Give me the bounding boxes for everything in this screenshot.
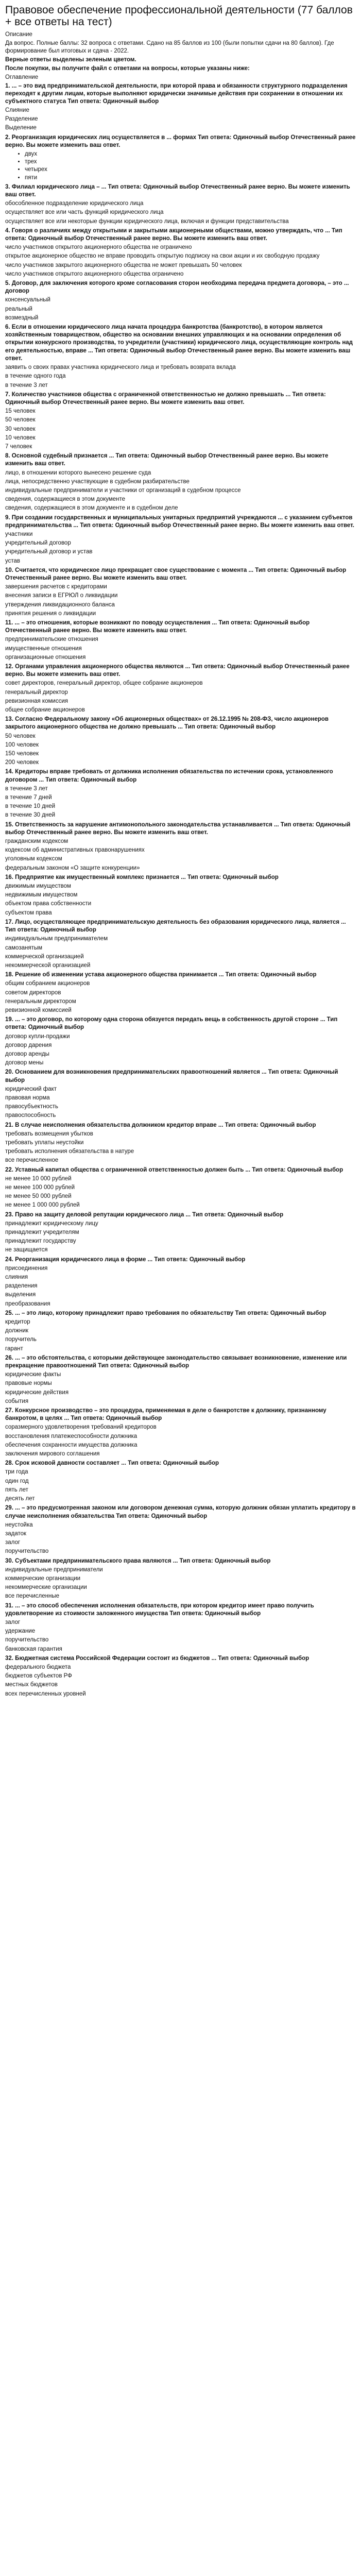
- answer-option: в течение 7 дней: [5, 794, 52, 801]
- question-text: 19. ... – это договор, по которому одна сторона обязуется передать вещь в собственность другой стороне ... Тип ответа: Одиночный выбор: [5, 1016, 338, 1031]
- answer-option: все перечисленное: [5, 1157, 59, 1164]
- question-block: [5, 391, 356, 451]
- answer-option: • пяти: [25, 174, 356, 182]
- answer-option: все перечисленные: [5, 1593, 59, 1600]
- answer-option: местных бюджетов: [5, 1682, 58, 1688]
- question-block: [5, 1655, 356, 1698]
- answer-option: Слияние: [5, 107, 29, 113]
- answer-option: общее собрание акционеров: [5, 707, 85, 714]
- question-text: 26. ... – это обстоятельства, с которыми действующее законодательство связывает возникновение, изменение или прекращение правоотношений Тип ответа: Одиночный выбор: [5, 1354, 347, 1369]
- question-text: 16. Предприятие как имущественный комплекс признается ... Тип ответа: Одиночный выбор: [5, 874, 279, 880]
- answer-option: Выделение: [5, 125, 37, 131]
- question-block: [5, 280, 356, 322]
- answer-option: пять лет: [5, 1486, 28, 1493]
- answer-option: юридические факты: [5, 1371, 61, 1378]
- answer-option: генеральным директором: [5, 998, 76, 1005]
- answer-option: ревизионной комиссией: [5, 1007, 72, 1013]
- answer-option: некоммерческой организацией: [5, 962, 91, 969]
- answer-option: не менее 1 000 000 рублей: [5, 1202, 80, 1209]
- answer-option: федерального бюджета: [5, 1664, 71, 1670]
- question-text: 22. Уставный капитал общества с ограниченной ответственностью должен быть ... Тип ответа: Одиночный выбор: [5, 1166, 343, 1173]
- question-text: 30. Субъектами предпринимательского права являются ... Тип ответа: Одиночный выбор: [5, 1557, 271, 1564]
- answer-option: осуществляет все или некоторые функции юридического лица, включая и функции представительства: [5, 218, 289, 225]
- answer-option: субъектом права: [5, 909, 52, 916]
- answer-option: всех перечисленных уровней: [5, 1690, 86, 1697]
- answer-option: правовые нормы: [5, 1380, 52, 1387]
- answer-option: ревизионная комиссия: [5, 698, 68, 704]
- question-text: 24. Реорганизация юридического лица в форме ... Тип ответа: Одиночный выбор: [5, 1256, 246, 1263]
- answer-option: предпринимательские отношения: [5, 636, 98, 643]
- answer-option: обособленное подразделение юридического лица: [5, 200, 144, 207]
- answer-option: слияния: [5, 1274, 28, 1281]
- question-text: 9. При создании государственных и муниципальных унитарных предприятий учреждаются ... с указанием субъектов предпринимательства ... Тип ответа: Одиночный выбор Отечественный ранее верно. Вы можете изменить ваш ответ.: [5, 514, 354, 529]
- answer-option: залог: [5, 1619, 21, 1625]
- answer-option: должник: [5, 1328, 29, 1334]
- question-text: 7. Количество участников общества с ограниченной ответственностью не должно превышать ... Тип ответа: Одиночный выбор Отечественный ранее верно. Вы можете изменить ваш ответ.: [5, 391, 326, 405]
- question-text: 3. Филиал юридического лица – ... Тип ответа: Одиночный выбор Отечественный ранее верно. Вы можете изменить ваш ответ.: [5, 183, 350, 198]
- answer-option: сведения, содержащиеся в этом документе: [5, 496, 126, 503]
- answer-option: движимым имуществом: [5, 883, 71, 890]
- answer-option: гражданским кодексом: [5, 838, 68, 845]
- question-block: [5, 1557, 356, 1601]
- question-block: [5, 971, 356, 1014]
- answer-option: договор дарения: [5, 1042, 52, 1048]
- answer-option: юридические действия: [5, 1389, 69, 1396]
- question-text: 12. Органами управления акционерного общества являются ... Тип ответа: Одиночный выбор Отечественный ранее верно. Вы можете изменить ваш ответ.: [5, 664, 350, 678]
- answer-option: договор купли-продажи: [5, 1033, 70, 1040]
- answer-option: внесения записи в ЕГРЮЛ о ликвидации: [5, 592, 118, 599]
- answer-option: 50 человек: [5, 417, 36, 423]
- answer-option: коммерческие организации: [5, 1575, 81, 1582]
- question-block: [5, 663, 356, 714]
- question-block: [5, 768, 356, 819]
- answer-option: десять лет: [5, 1496, 35, 1502]
- question-block: [5, 567, 356, 618]
- answer-option: не менее 100 000 рублей: [5, 1184, 75, 1191]
- answer-option: заключения мирового соглашения: [5, 1451, 100, 1458]
- answer-option: юридический факт: [5, 1086, 57, 1092]
- lead-heading: Описание: [5, 31, 32, 38]
- question-block: [5, 107, 356, 132]
- toc-heading: Оглавление: [5, 74, 39, 80]
- question-text: 25. ... – это лицо, которому принадлежит право требования по обязательству Тип ответа: Одиночный выбор: [5, 1310, 326, 1316]
- answer-option: принадлежит юридическому лицу: [5, 1220, 98, 1227]
- question-text: 4. Говоря о различиях между открытыми и закрытыми акционерными обществами, можно утверждать, что ... Тип ответа: Одиночный выбор Отечественный ранее верно. Вы можете изменить ваш ответ.: [5, 227, 342, 242]
- question-block: [5, 134, 356, 182]
- answer-option: осуществляет все или часть функций юридического лица: [5, 209, 164, 216]
- answer-option: кредитор: [5, 1319, 30, 1326]
- answer-option: заявить о своих правах участника юридического лица и требовать возврата вклада: [5, 364, 236, 371]
- answer-option: поручительство: [5, 1548, 49, 1555]
- answer-option: уголовным кодексом: [5, 856, 62, 862]
- question-block: [5, 183, 356, 226]
- answer-option: утверждения ликвидационного баланса: [5, 601, 115, 608]
- answer-option: индивидуальные предприниматели и участники от организаций в судебном процессе: [5, 487, 241, 494]
- answer-option: требовать уплаты неустойки: [5, 1139, 84, 1146]
- answer-option: 150 человек: [5, 751, 39, 757]
- question-text: 13. Согласно Федеральному закону «Об акционерных обществах» от 26.12.1995 № 208-ФЗ, число акционеров закрытого акционерного общества не должно превышать ... Тип ответа: Одиночный выбор: [5, 716, 329, 731]
- lead-paragraph: После покупки, вы получите файл с ответами на вопросы, которые указаны ниже:: [5, 65, 250, 72]
- answer-option: 7 человек: [5, 443, 32, 450]
- question-block: [5, 227, 356, 278]
- answer-option: обеспечения сохранности имущества должника: [5, 1442, 137, 1448]
- question-block: [5, 1016, 356, 1067]
- question-text: 17. Лицо, осуществляющее предпринимательскую деятельность без образования юридического лица, является ... Тип ответа: Одиночный выбор: [5, 919, 346, 934]
- answer-option: восстановления платежеспособности должника: [5, 1433, 137, 1439]
- question-block: [5, 1460, 356, 1503]
- answer-option: объектом права собственности: [5, 901, 92, 907]
- question-block: [5, 1407, 356, 1458]
- answer-option: поручительство: [5, 1637, 49, 1643]
- answer-option: организационные отношения: [5, 654, 86, 660]
- answer-option: события: [5, 1398, 29, 1404]
- answer-option: договор аренды: [5, 1050, 49, 1057]
- answer-option: 50 человек: [5, 733, 36, 739]
- answer-option: принадлежит государству: [5, 1238, 76, 1245]
- question-block: [5, 452, 356, 512]
- answer-option: недвижимым имуществом: [5, 892, 78, 899]
- question-block: [5, 1602, 356, 1653]
- question-text: 15. Ответственность за нарушение антимонопольного законодательства устанавливается ... Тип ответа: Одиночный выбор Отечественный ранее верно. Вы можете изменить ваш ответ.: [5, 821, 351, 836]
- question-text: 11. ... – это отношения, которые возникают по поводу осуществления ... Тип ответа: Одиночный выбор Отечественный ранее верно. Вы можете изменить ваш ответ.: [5, 619, 310, 634]
- answer-option: гарант: [5, 1345, 23, 1352]
- answer-option: принятия решения о ликвидации: [5, 610, 96, 617]
- answer-option: в течение одного года: [5, 373, 66, 380]
- question-block: [5, 1211, 356, 1255]
- question-text: 18. Решение об изменении устава акционерного общества принимается ... Тип ответа: Одиночный выбор: [5, 972, 317, 978]
- answer-option: лица, непосредственно участвующие в судебном разбирательстве: [5, 478, 190, 485]
- answer-option: соразмерного удовлетворения требований кредиторов: [5, 1424, 157, 1431]
- question-text: 2. Реорганизация юридических лиц осуществляется в ... формах Тип ответа: Одиночный выбор Отечественный ранее верно. Вы можете изменить ваш ответ.: [5, 134, 356, 148]
- answer-option: преобразования: [5, 1300, 50, 1307]
- answer-option: договор мены: [5, 1060, 44, 1066]
- answer-option: • двух: [25, 150, 356, 158]
- question-text: 28. Срок исковой давности составляет ... Тип ответа: Одиночный выбор: [5, 1460, 219, 1467]
- answer-option: разделения: [5, 1283, 38, 1290]
- answer-list: [5, 150, 356, 182]
- lead-paragraph: 1. ... – это вид предпринимательской деятельности, при которой права и обязанности структурного подразделения переходят к другим лицам, которые выполняют юридически значимые действия при сохранении в отношении их субъектного статуса Тип ответа: Одиночный выбор: [5, 83, 348, 105]
- lead-paragraph: Верные ответы выделены зеленым цветом.: [5, 57, 136, 63]
- question-text: 8. Основной судебный признается ... Тип ответа: Одиночный выбор Отечественный ранее верно. Вы можете изменить ваш ответ.: [5, 453, 329, 467]
- question-block: [5, 1310, 356, 1353]
- answer-option: в течение 30 дней: [5, 812, 56, 819]
- answer-option: число участников открытого акционерного общества ограничено: [5, 270, 184, 277]
- question-text: 32. Бюджетная система Российской Федерации состоит из бюджетов ... Тип ответа: Одиночный выбор: [5, 1655, 310, 1662]
- answer-option: учредительный договор: [5, 540, 71, 547]
- answer-option: правовая норма: [5, 1094, 50, 1101]
- answer-option: требовать возмещения убытков: [5, 1130, 93, 1137]
- answer-option: число участников закрытого акционерного общества не может превышать 50 человек: [5, 262, 242, 268]
- question-text: 27. Конкурсное производство – это процедура, применяемая в деле о банкротстве к должнику, признанному банкротом, в целях ... Тип ответа: Одиночный выбор: [5, 1408, 326, 1422]
- question-block: [5, 324, 356, 389]
- answer-option: залог: [5, 1539, 21, 1546]
- answer-option: не менее 50 000 рублей: [5, 1193, 72, 1200]
- answer-option: бюджетов субъектов РФ: [5, 1673, 72, 1680]
- answer-option: кодексом об административных правонарушениях: [5, 847, 145, 854]
- answer-option: • трех: [25, 158, 356, 166]
- answer-option: имущественные отношения: [5, 645, 82, 652]
- answer-option: 200 человек: [5, 759, 39, 766]
- answer-option: завершения расчетов с кредиторами: [5, 584, 107, 590]
- answer-option: открытое акционерное общество не вправе проводить открытую подписку на свои акции и их свободную продажу: [5, 253, 320, 260]
- question-block: [5, 1069, 356, 1120]
- question-text: 31. ... – это способ обеспечения исполнения обязательств, при котором кредитор имеет право получить удовлетворение из стоимости заложенного имущества Тип ответа: Одиночный выбор: [5, 1602, 314, 1617]
- question-block: [5, 919, 356, 970]
- answer-option: не менее 10 000 рублей: [5, 1175, 72, 1182]
- question-text: 10. Считается, что юридическое лицо прекращает свое существование с момента ... Тип ответа: Одиночный выбор Отечественный ранее верно. Вы можете изменить ваш ответ.: [5, 567, 347, 581]
- answer-option: правоспособность: [5, 1112, 56, 1119]
- answer-option: неустойка: [5, 1521, 33, 1528]
- question-text: 5. Договор, для заключения которого кроме согласования сторон необходима передача предмета договора, – это ... договор: [5, 280, 349, 295]
- question-list: [5, 107, 356, 1698]
- answer-option: некоммерческие организации: [5, 1584, 87, 1591]
- answer-option: три года: [5, 1469, 28, 1476]
- answer-option: индивидуальные предприниматели: [5, 1566, 103, 1573]
- question-block: [5, 874, 356, 917]
- answer-option: присоединения: [5, 1265, 48, 1272]
- answer-option: число участников открытого акционерного общества не ограничено: [5, 244, 192, 251]
- answer-option: банковская гарантия: [5, 1646, 62, 1652]
- answer-option: поручитель: [5, 1336, 37, 1343]
- answer-option: устав: [5, 557, 21, 564]
- question-block: [5, 1122, 356, 1165]
- page-title: Правовое обеспечение профессиональной деятельности (77 баллов + все ответы на тест): [5, 4, 353, 28]
- answer-option: консенсуальный: [5, 297, 50, 303]
- question-block: [5, 1256, 356, 1308]
- answer-option: коммерческой организацией: [5, 953, 84, 960]
- question-text: 6. Если в отношении юридического лица начата процедура банкротства (банкротство), в котором является хозяйственным товариществом, общество на основании внешних управляющих и на основании определения об открытии конкурсного производства, то учредители (участники) юридического лица, осуществляющие контроль над его деятельностью, вправе ... Тип ответа: Одиночный выбор Отечественный ранее верно. Вы можете изменить ваш ответ.: [5, 324, 353, 362]
- lead-section: [5, 31, 356, 106]
- answer-option: • четырех: [25, 166, 356, 174]
- answer-option: генеральный директор: [5, 689, 68, 696]
- question-block: [5, 716, 356, 767]
- answer-option: возмездный: [5, 314, 39, 321]
- answer-option: 15 человек: [5, 408, 36, 415]
- answer-option: сведения, содержащиеся в этом документе и в судебном деле: [5, 505, 178, 512]
- answer-option: совет директоров, генеральный директор, общее собрание акционеров: [5, 680, 203, 687]
- question-block: [5, 1166, 356, 1210]
- answer-option: лицо, в отношении которого вынесено решение суда: [5, 469, 151, 476]
- lead-paragraph: Да вопрос. Полные баллы: 32 вопроса с ответами. Сдано на 85 баллов из 100 (были попытки сдачи на 80 баллов). Где формирование был итоговых и сдача - 2022.: [5, 40, 334, 54]
- answer-option: реальный: [5, 306, 32, 312]
- answer-option: один год: [5, 1478, 29, 1484]
- question-text: 29. ... – это предусмотренная законом или договором денежная сумма, которую должник обязан уплатить кредитору в случае неисполнения обязательства Тип ответа: Одиночный выбор: [5, 1505, 356, 1519]
- answer-option: общим собранием акционеров: [5, 980, 90, 987]
- answer-option: Разделение: [5, 116, 38, 123]
- answer-option: индивидуальным предпринимателем: [5, 936, 108, 942]
- question-text: 23. Право на защиту деловой репутации юридического лица ... Тип ответа: Одиночный выбор: [5, 1211, 284, 1218]
- question-text: 21. В случае неисполнения обязательства должником кредитор вправе ... Тип ответа: Одиночный выбор: [5, 1122, 316, 1128]
- answer-option: задаток: [5, 1530, 27, 1537]
- question-block: [5, 1504, 356, 1555]
- answer-option: в течение 10 дней: [5, 803, 56, 810]
- answer-option: учредительный договор и устав: [5, 549, 93, 555]
- answer-option: 100 человек: [5, 741, 39, 748]
- answer-option: самозанятым: [5, 944, 43, 951]
- answer-option: в течение 3 лет: [5, 785, 48, 792]
- answer-option: не защищается: [5, 1247, 48, 1253]
- answer-option: требовать исполнения обязательства в натуре: [5, 1148, 134, 1155]
- question-block: [5, 619, 356, 662]
- question-block: [5, 821, 356, 872]
- answer-option: советом директоров: [5, 989, 61, 996]
- answer-option: федеральным законом «О защите конкуренции»: [5, 865, 140, 871]
- answer-option: принадлежит учредителям: [5, 1229, 79, 1235]
- question-block: [5, 514, 356, 565]
- answer-option: правосубъектность: [5, 1104, 58, 1110]
- answer-option: 30 человек: [5, 426, 36, 432]
- question-block: [5, 1354, 356, 1405]
- answer-option: 10 человек: [5, 434, 36, 441]
- question-text: 14. Кредиторы вправе требовать от должника исполнения обязательства по истечении срока, установленного договором ... Тип ответа: Одиночный выбор: [5, 769, 333, 783]
- answer-option: удержание: [5, 1628, 36, 1635]
- question-text: 20. Основанием для возникновения предпринимательских правоотношений является ... Тип ответа: Одиночный выбор: [5, 1069, 338, 1083]
- answer-option: выделения: [5, 1292, 36, 1298]
- answer-option: участники: [5, 531, 33, 537]
- answer-option: в течение 3 лет: [5, 382, 48, 388]
